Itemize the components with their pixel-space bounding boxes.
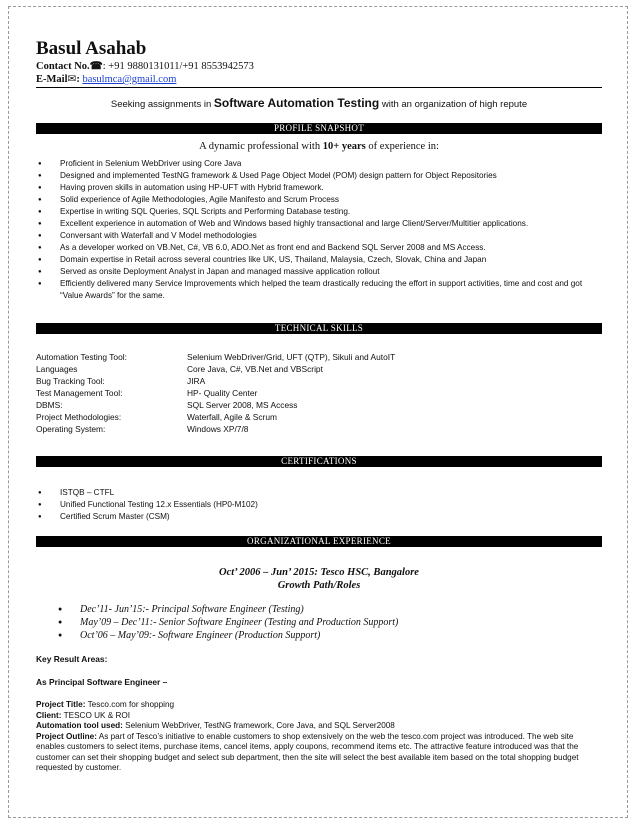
skill-row [36,399,395,411]
skill-row [36,387,395,399]
as-role-label: As Principal Software Engineer – [36,677,168,687]
project-title-label: Project Title: [36,700,86,709]
phone-numbers: : +91 9880131011/+91 8553942573 [102,61,254,72]
role-bullet: ● Oct’06 – May’09:- Software Engineer (Production Support) [58,629,398,642]
profile-bullet: ● Conversant with Waterfall and V Model methodologies [36,230,606,242]
tagline-post: with an organization of high repute [381,99,528,110]
project-outline: As part of Tesco’s initiative to enable customers to shop extensively on the web the tesco.com project was introduced. The web site enables customers to select items, purchase items, cancel items, apply coupons, recommend items etc. The attractive feature introduced was that the customer can set their shopping budget and select sub department, then the site will select the best available item based on the total shopping budget requested by customer. [36,731,579,772]
email-line [36,73,176,85]
project-outline-line [36,732,602,774]
header-rule [36,87,602,88]
section-bar-skills: TECHNICAL SKILLS [36,323,602,334]
candidate-name: Basul Asahab [36,38,147,59]
skill-value: SQL Server 2008, MS Access [187,400,298,410]
skill-row [36,423,395,435]
skill-label: Project Methodologies: [36,412,122,422]
skill-label: Test Management Tool: [36,388,123,398]
skill-label: Automation Testing Tool: [36,352,127,362]
kra-label: Key Result Areas: [36,654,108,664]
skill-value: Core Java, C#, VB.Net and VBScript [187,364,323,374]
email-separator: : [76,74,80,85]
envelope-icon: ✉ [67,74,77,85]
role-bullet: ● Dec’11- Jun’15:- Principal Software Engineer (Testing) [58,603,398,616]
profile-intro [36,141,602,152]
email-label: E-Mail [36,74,68,85]
cert-bullet: ● ISTQB – CTFL [36,487,606,499]
profile-bullet: ● Expertise in writing SQL Queries, SQL Scripts and Performing Database testing. [36,206,606,218]
section-bar-certifications: CERTIFICATIONS [36,456,602,467]
tagline-pre: Seeking assignments in [110,99,212,110]
project-block [36,700,602,774]
project-outline-label: Project Outline: [36,731,97,741]
profile-bullet: ● Served as onsite Deployment Analyst in Japan and managed massive application rollout [36,266,606,278]
profile-bullet: ● Solid experience of Agile Methodologies, Agile Manifesto and Scrum Process [36,194,606,206]
org-subtitle: Growth Path/Roles [277,580,361,591]
profile-bullet: ● Excellent experience in automation of Web and Windows based highly transactional and large Client/Server/Multitier applications. [36,218,606,230]
profile-bullet: ● Domain expertise in Retail across several countries like UK, US, Thailand, Malaysia, Czech, Slovak, China and Japan [36,254,606,266]
cert-bullet: ● Unified Functional Testing 12.x Essentials (HP0-M102) [36,499,606,511]
intro-pre: A dynamic professional with [199,141,321,152]
skill-label: Languages [36,364,78,374]
skill-row [36,351,395,363]
intro-years: 10+ years [322,141,366,152]
skill-label: DBMS: [36,400,63,410]
skill-label: Bug Tracking Tool: [36,376,105,386]
org-title: Oct’ 2006 – Jun’ 2015: Tesco HSC, Bangalore [219,567,419,578]
skill-row [36,363,395,375]
skill-value: Waterfall, Agile & Scrum [187,412,277,422]
cert-bullet: ● Certified Scrum Master (CSM) [36,511,606,523]
tagline [36,96,602,110]
cert-list [36,487,606,523]
project-tool-label: Automation tool used: [36,721,123,730]
profile-list [36,158,606,302]
roles-list [58,603,398,642]
role-bullet: ● May’09 – Dec’11:- Senior Software Engineer (Testing and Production Support) [58,616,398,629]
section-bar-organizational: ORGANIZATIONAL EXPERIENCE [36,536,602,547]
project-title: Tesco.com for shopping [87,700,175,709]
skill-value: JIRA [187,376,206,386]
profile-bullet: ● Proficient in Selenium WebDriver using Core Java [36,158,606,170]
profile-bullet: ● As a developer worked on VB.Net, C#, VB 6.0, ADO.Net as front end and Backend SQL Server 2008 and MS Access. [36,242,606,254]
project-client-line [36,711,602,722]
skill-label: Operating System: [36,424,106,434]
section-bar-profile: PROFILE SNAPSHOT [36,123,602,134]
org-heading [36,566,602,592]
skill-value: HP- Quality Center [187,388,258,398]
skill-value: Windows XP/7/8 [187,424,249,434]
project-tool-line [36,721,602,732]
skills-table [36,351,395,435]
contact-label: Contact No. [36,61,90,72]
email-link[interactable]: basulmca@gmail.com [82,74,177,85]
phone-icon: ☎ [89,61,103,72]
profile-bullet: ● Having proven skills in automation using HP-UFT with Hybrid framework. [36,182,606,194]
skill-row [36,411,395,423]
project-tool: Selenium WebDriver, TestNG framework, Core Java, and SQL Server2008 [125,721,395,730]
profile-bullet: ● Efficiently delivered many Service Improvements which helped the team drastically reducing the effort in support activities, time and cost and got “Value Awards” for the same. [36,278,606,302]
skill-value: Selenium WebDriver/Grid, UFT (QTP), Sikuli and AutoIT [187,352,396,362]
intro-post: of experience in: [368,141,439,152]
project-title-line [36,700,602,711]
tagline-role: Software Automation Testing [213,96,380,110]
project-client-label: Client: [36,710,62,720]
contact-line [36,60,254,72]
project-client: TESCO UK & ROI [63,710,131,720]
profile-bullet: ● Designed and implemented TestNG framework & Used Page Object Model (POM) design pattern for Object Repositories [36,170,606,182]
skill-row [36,375,395,387]
